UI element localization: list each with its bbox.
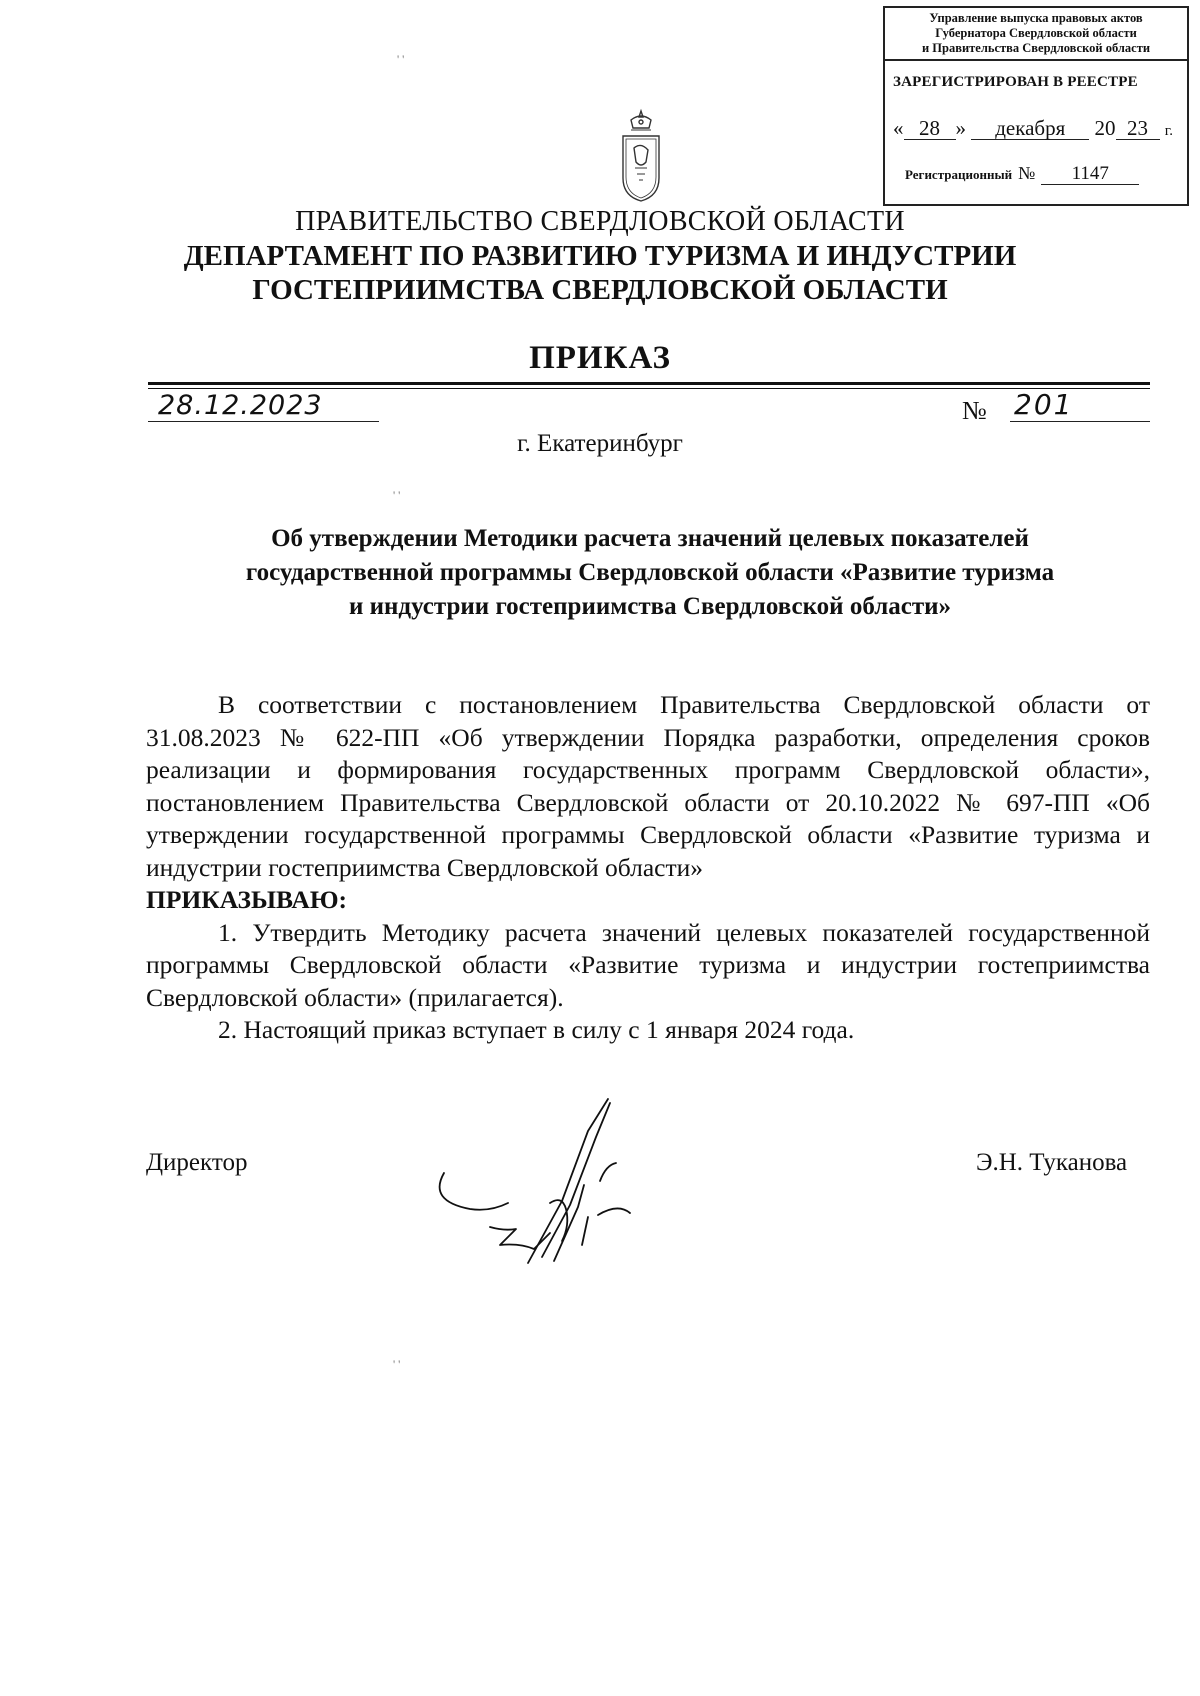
stamp-number-label: Регистрационный: [905, 167, 1013, 182]
stamp-registered-label: ЗАРЕГИСТРИРОВАН В РЕЕСТРЕ: [893, 74, 1138, 90]
scan-speck: ' ': [397, 52, 405, 66]
order-date-handwritten: 28.12.2023: [158, 390, 323, 421]
stamp-month: декабря: [971, 117, 1089, 140]
signatory-name: Э.Н. Туканова: [976, 1149, 1128, 1176]
order-body: [146, 689, 1150, 1047]
handwritten-signature: [430, 1085, 690, 1280]
order-date-underline: [148, 421, 379, 422]
stamp-number-row: [905, 163, 1139, 185]
signature-position: Директор: [146, 1149, 248, 1176]
order-title-line: Об утверждении Методики расчета значений целевых показателей: [271, 525, 1029, 552]
order-number-handwritten: 201: [1014, 388, 1074, 421]
stamp-year-prefix: 20: [1094, 116, 1116, 140]
stamp-header: [885, 8, 1187, 61]
stamp-header-line: Управление выпуска правовых актов: [929, 11, 1143, 25]
order-item-2: 2. Настоящий приказ вступает в силу с 1 января 2024 года.: [218, 1015, 855, 1044]
order-number-underline: [1010, 421, 1150, 422]
order-word: ПРИКАЗЫВАЮ:: [146, 885, 348, 914]
order-item-1: 1. Утвердить Методику расчета значений целевых показателей государственной программы Свердловской области «Развитие туризма и индустрии гостеприимства Свердловской области» (прилагается).: [146, 917, 1150, 1012]
order-number-symbol: №: [962, 396, 987, 425]
scan-speck: ' ': [393, 1357, 401, 1371]
stamp-quote-close: »: [955, 116, 966, 140]
registration-stamp: [883, 6, 1189, 206]
order-city: г. Екатеринбург: [517, 430, 683, 457]
department-title-line2: ГОСТЕПРИИМСТВА СВЕРДЛОВСКОЙ ОБЛАСТИ: [252, 274, 948, 306]
header-rule-thin: [148, 388, 1150, 389]
stamp-quote-open: «: [893, 116, 904, 140]
header-rule: [148, 382, 1150, 385]
stamp-header-line: Губернатора Свердловской области: [935, 26, 1137, 40]
order-preamble: В соответствии с постановлением Правительства Свердловской области от 31.08.2023 № 622-ПП «Об утверждении Порядка разработки, определения сроков реализации и формирования государственных программ Свердловской области», постановлением Правительства Свердловской области от 20.10.2022 № 697-ПП «Об утверждении государственной программы Свердловской области «Развитие туризма и индустрии гостеприимства Свердловской области»: [146, 690, 1150, 882]
stamp-header-line: и Правительства Свердловской области: [921, 41, 1151, 55]
scan-speck: ' ': [393, 488, 401, 502]
stamp-year-suffix: 23: [1116, 117, 1160, 140]
order-title-line: государственной программы Свердловской области «Развитие туризма: [245, 559, 1055, 586]
order-title-line: и индустрии гостеприимства Свердловской области»: [348, 593, 952, 620]
stamp-day: 28: [904, 117, 956, 140]
stamp-date: [893, 116, 1185, 141]
stamp-number: 1147: [1041, 164, 1139, 185]
document-type: ПРИКАЗ: [529, 340, 671, 376]
stamp-number-symbol: №: [1018, 163, 1036, 183]
order-title: [150, 522, 1150, 624]
department-title-line1: ДЕПАРТАМЕНТ ПО РАЗВИТИЮ ТУРИЗМА И ИНДУСТРИИ: [183, 240, 1017, 272]
stamp-year-unit: г.: [1164, 123, 1173, 139]
government-title: ПРАВИТЕЛЬСТВО СВЕРДЛОВСКОЙ ОБЛАСТИ: [295, 206, 905, 237]
coat-of-arms-emblem: [617, 108, 665, 209]
